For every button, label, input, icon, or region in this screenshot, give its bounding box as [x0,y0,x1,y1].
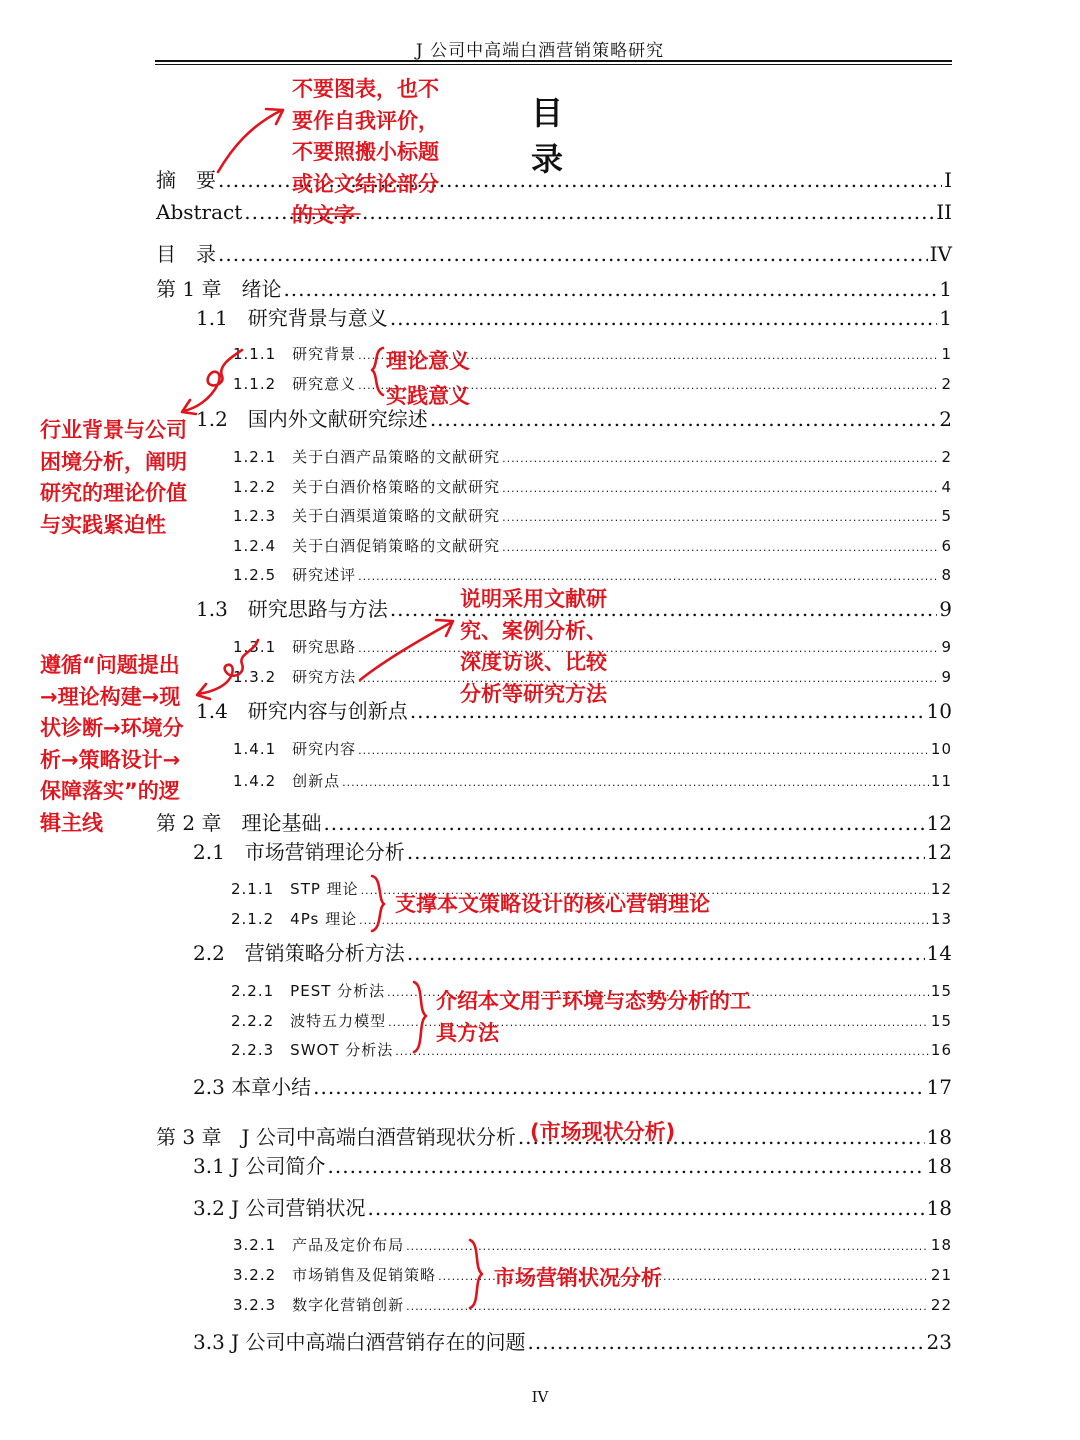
toc-entry[interactable] [233,1294,952,1315]
toc-entry-title: 1.2.1 关于白酒产品策略的文献研究 [233,448,501,466]
toc-entry-title: 2.2.3 SWOT 分析法 [231,1041,394,1059]
toc-entry[interactable] [233,343,952,364]
toc-entry[interactable] [193,937,952,966]
annotation-logic: 遵循“问题提出 →理论构建→现 状诊断→环境分 析→策略设计→ 保障落实”的逻 辑主线 [40,653,184,835]
toc-leader-dots [313,1075,924,1099]
toc-leader-dots [528,1330,925,1354]
toc-entry-page: 18 [930,1236,952,1254]
toc-leader-dots [358,740,929,758]
toc-leader-dots [358,668,939,686]
toc-entry-title: 1.4.2 创新点 [233,772,341,790]
arrowhead-background-note [182,400,196,414]
toc-entry[interactable] [156,807,952,836]
toc-entry[interactable] [233,535,952,556]
toc-leader-dots [406,1236,929,1254]
toc-leader-dots [342,772,929,790]
annotation-market-status: (市场现状分析) [530,1120,676,1144]
toc-entry-title: 1.3.1 研究思路 [233,638,357,656]
toc-entry[interactable] [193,1192,952,1221]
annotation-background: 行业背景与公司 困境分析，阐明 研究的理论价值 与实践紧迫性 [40,418,187,537]
toc-leader-dots [218,242,928,266]
toc-entry-page: 18 [926,1196,952,1220]
running-header: J 公司中高端白酒营销策略研究 [415,41,665,61]
toc-entry-page: 14 [926,941,952,965]
toc-entry-title: 2.3 本章小结 [193,1075,312,1099]
page-number-footer: IV [531,1388,549,1406]
annotation-no-charts: 不要图表，也不 要作自我评价， 不要照搬小标题 或论文结论部分 的文字 [292,77,439,227]
toc-entry-title: 1.1 研究背景与意义 [196,306,388,330]
toc-entry-title: 3.3 J 公司中高端白酒营销存在的问题 [193,1330,526,1354]
toc-entry-page: 9 [939,597,952,621]
toc-entry[interactable] [196,302,952,331]
annotation-theory-meaning: 理论意义 [386,349,470,373]
toc-entry-title: 1.3.2 研究方法 [233,668,357,686]
toc-entry-title: 2.1 市场营销理论分析 [193,840,405,864]
toc-entry-page: 12 [926,811,952,835]
toc-leader-dots [368,1196,925,1220]
header-rule-thin [155,64,952,65]
annotation-core-theory: 支撑本文策略设计的核心营销理论 [395,892,710,916]
toc-entry-title: 3.2.3 数字化营销创新 [233,1296,405,1314]
toc-entry[interactable] [156,164,952,193]
toc-entry-title: 1.2.2 关于白酒价格策略的文献研究 [233,478,501,496]
toc-entry[interactable] [233,446,952,467]
toc-entry-title: Abstract [156,200,243,224]
toc-entry-page: 12 [930,880,952,898]
toc-leader-dots [502,448,939,466]
toc-entry-title: 1.2.4 关于白酒促销策略的文献研究 [233,537,501,555]
toc-entry-page: 2 [939,407,952,431]
toc-entry-page: 15 [930,1012,952,1030]
toc-entry-title: 第 1 章 绪论 [156,277,282,301]
toc-entry-page: 9 [941,638,952,656]
toc-leader-dots [358,638,939,656]
toc-entry-title: 2.1.1 STP 理论 [231,880,359,898]
toc-entry-page: II [936,200,952,224]
toc-entry-page: 13 [930,910,952,928]
toc-entry-title: 2.2.2 波特五力模型 [231,1012,387,1030]
toc-entry-page: 2 [941,375,952,393]
toc-entry-page: 1 [939,277,952,301]
toc-entry[interactable] [156,273,952,302]
toc-entry[interactable] [233,770,952,791]
toc-entry-title: 1.2 国内外文献研究综述 [196,407,428,431]
toc-entry-page: 10 [926,699,952,723]
toc-entry-title: 1.4.1 研究内容 [233,740,357,758]
toc-entry-page: 22 [930,1296,952,1314]
toc-entry-title: 3.1 J 公司简介 [193,1154,326,1178]
toc-entry-page: 11 [930,772,952,790]
toc-leader-dots [323,811,924,835]
toc-entry-title: 第 2 章 理论基础 [156,811,322,835]
toc-entry-title: 3.2 J 公司营销状况 [193,1196,366,1220]
toc-entry[interactable] [193,1326,952,1355]
toc-entry-title: 3.2.1 产品及定价布局 [233,1236,405,1254]
toc-leader-dots [328,1154,925,1178]
toc-entry[interactable] [233,505,952,526]
toc-entry-page: IV [929,242,952,266]
toc-leader-dots [502,537,939,555]
toc-entry-page: 9 [941,668,952,686]
toc-entry[interactable] [233,564,952,585]
toc-leader-dots [502,507,939,525]
toc-entry-page: 8 [941,566,952,584]
toc-entry-page: 23 [926,1330,952,1354]
toc-entry-title: 2.2.1 PEST 分析法 [231,982,386,1000]
toc-entry-page: 18 [926,1154,952,1178]
toc-entry-page: 15 [930,982,952,1000]
annotation-methods: 说明采用文献研 究、案例分析、 深度访谈、比较 分析等研究方法 [460,587,607,706]
toc-leader-dots [430,407,937,431]
toc-entry[interactable] [196,403,952,432]
toc-entry-title: 第 3 章 J 公司中高端白酒营销现状分析 [156,1125,516,1149]
toc-entry-title: 1.1.2 研究意义 [233,375,357,393]
toc-entry-title: 2.1.2 4Ps 理论 [231,910,358,928]
toc-entry-page: 4 [941,478,952,496]
toc-entry-title: 2.2 营销策略分析方法 [193,941,405,965]
arrow-to-top-note [218,110,282,172]
toc-entry-page: 17 [926,1075,952,1099]
arrowhead-methods-note [436,620,453,636]
toc-entry[interactable] [156,238,952,267]
toc-entry-title: 1.2.3 关于白酒渠道策略的文献研究 [233,507,501,525]
arrowhead-top-note [266,109,283,124]
toc-entry-page: 21 [930,1266,952,1284]
toc-leader-dots [406,1296,929,1314]
toc-entry-title: 1.1.1 研究背景 [233,345,357,363]
toc-entry-page: 5 [941,507,952,525]
toc-leader-dots [407,840,925,864]
toc-entry-page: 16 [930,1041,952,1059]
toc-entry-title: 目 录 [156,242,216,266]
toc-entry-page: 1 [941,345,952,363]
toc-entry[interactable] [233,476,952,497]
toc-entry-page: 10 [930,740,952,758]
header-rule [155,60,952,62]
toc-entry[interactable] [233,738,952,759]
annotation-practice-meaning: 实践意义 [386,384,470,408]
toc-entry[interactable] [233,1234,952,1255]
toc-entry[interactable] [193,1150,952,1179]
toc-entry-page: I [944,168,952,192]
toc-entry-title: 1.2.5 研究述评 [233,566,357,584]
toc-leader-dots [358,566,939,584]
toc-entry-page: 12 [926,840,952,864]
toc-entry-title: 1.4 研究内容与创新点 [196,699,408,723]
toc-leader-dots [283,277,937,301]
toc-leader-dots [390,306,937,330]
toc-entry-page: 2 [941,448,952,466]
toc-leader-dots [407,941,925,965]
toc-entry[interactable] [156,200,952,224]
toc-entry-title: 3.2.2 市场销售及促销策略 [233,1266,437,1284]
annotation-tools: 介绍本文用于环境与态势分析的工 具方法 [436,989,751,1045]
toc-leader-dots [502,478,939,496]
toc-entry[interactable] [193,836,952,865]
annotation-marketing-status: 市场营销状况分析 [494,1266,662,1290]
toc-entry[interactable] [193,1071,952,1100]
toc-entry-page: 18 [926,1125,952,1149]
toc-entry-page: 6 [941,537,952,555]
toc-entry-title: 摘 要 [156,168,216,192]
toc-entry[interactable] [233,373,952,394]
toc-entry-page: 1 [939,306,952,330]
page-title: 目 录 [530,94,648,178]
toc-entry-title: 1.3 研究思路与方法 [196,597,388,621]
